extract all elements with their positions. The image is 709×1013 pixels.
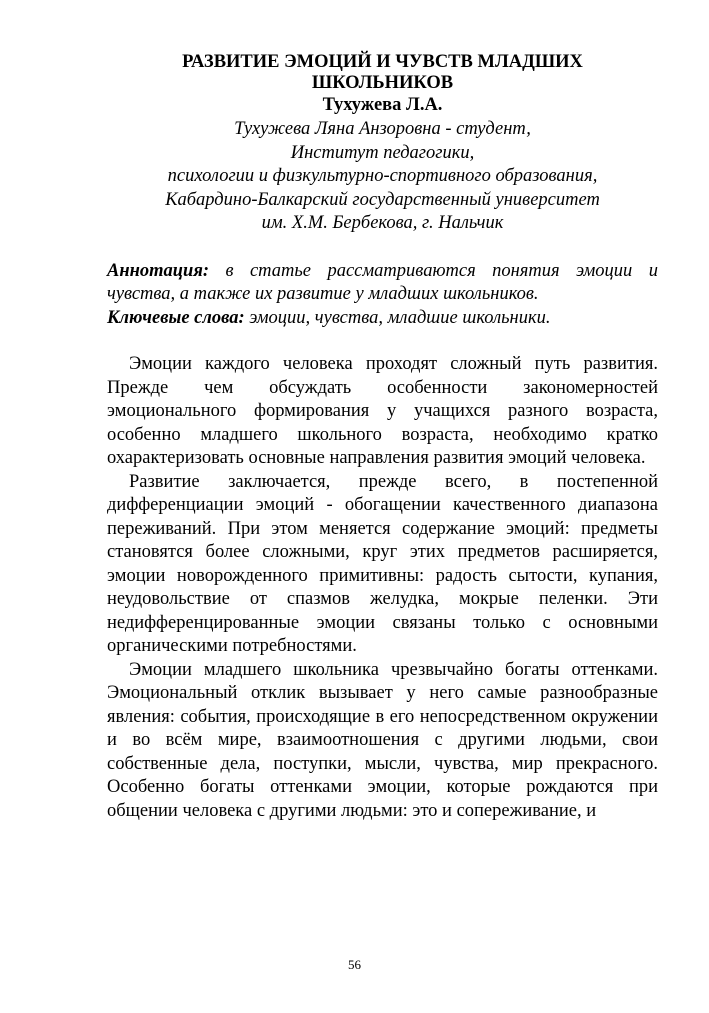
annotation-text: в статье рассматриваются понятия эмоции и чувства, а также их развитие у младших школьников.	[107, 260, 658, 304]
annotation-label: Аннотация:	[107, 260, 210, 281]
article-title	[107, 52, 658, 94]
keywords-label: Ключевые слова:	[107, 307, 245, 328]
author-affiliation	[107, 118, 658, 236]
annotation	[107, 260, 658, 307]
title-line-2: ШКОЛЬНИКОВ	[311, 73, 454, 93]
body-paragraph-1: Эмоции каждого человека проходят сложный путь развития. Прежде чем обсуждать особенности закономерностей эмоционального формирования у учащихся разного возраста, особенно младшего школьного возраста, необходимо кратко охарактеризовать основные направления развития эмоций человека.	[107, 354, 658, 468]
abstract-block	[107, 260, 658, 331]
keywords	[107, 307, 658, 331]
keywords-text: эмоции, чувства, младшие школьники.	[249, 307, 551, 328]
affiliation-line-4: Кабардино-Балкарский государственный университет	[165, 189, 600, 210]
body-paragraph-3: Эмоции младшего школьника чрезвычайно богаты оттенками. Эмоциональный отклик вызывает у него самые разнообразные явления: события, происходящие в его непосредственном окружении и во всём мире, взаимоотношения с другими людьми, свои собственные дела, поступки, мысли, чувства, мир прекрасного. Особенно богаты оттенками эмоции, которые рождаются при общении человека с другими людьми: это и сопереживание, и	[107, 659, 658, 821]
author-name: Тухужева Л.А.	[322, 95, 443, 115]
affiliation-line-2: Институт педагогики,	[290, 142, 475, 163]
title-line-1: РАЗВИТИЕ ЭМОЦИЙ И ЧУВСТВ МЛАДШИХ	[182, 52, 583, 72]
affiliation-line-3: психологии и физкультурно-спортивного образования,	[167, 166, 598, 186]
article-body	[107, 353, 658, 823]
body-paragraph-2: Развитие заключается, прежде всего, в постепенной дифференциации эмоций - обогащении качественного диапазона переживаний. При этом меняется содержание эмоций: предметы становятся более сложными, круг этих предметов расширяется, эмоции новорожденного примитивны: радость сытости, купания, неудовольствие от спазмов желудка, мокрые пеленки. Эти недифференцированные эмоции связаны только с основными органическими потребностями.	[107, 471, 658, 656]
page-content	[107, 52, 658, 823]
affiliation-line-5: им. Х.М. Бербекова, г. Нальчик	[261, 213, 504, 233]
page-number: 56	[348, 957, 361, 972]
affiliation-line-1: Тухужева Ляна Анзоровна - студент,	[234, 119, 531, 139]
